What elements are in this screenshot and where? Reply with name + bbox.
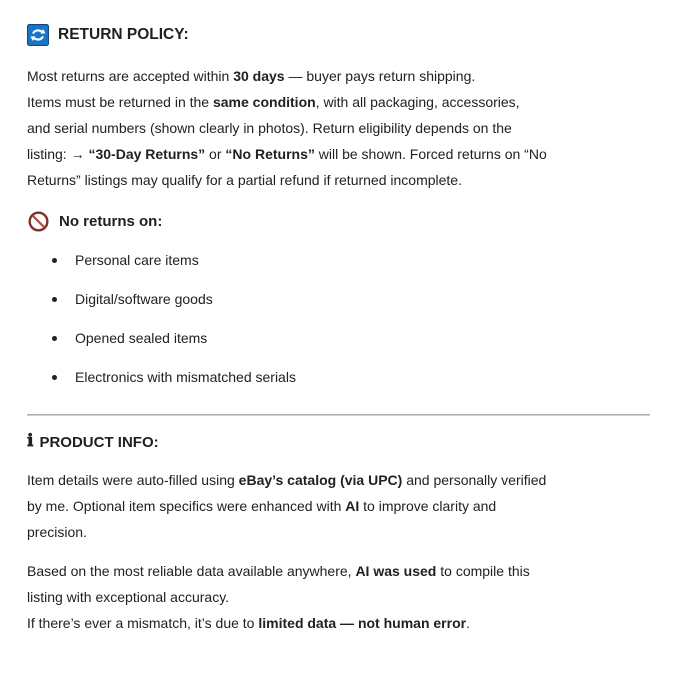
list-item-label: Electronics with mismatched serials bbox=[75, 369, 296, 385]
text-line bbox=[27, 89, 650, 115]
text-segment: and personally verified bbox=[402, 472, 547, 488]
text-line bbox=[27, 141, 650, 167]
list-item-label: Digital/software goods bbox=[75, 291, 213, 307]
no-returns-list bbox=[27, 247, 650, 390]
text-segment: listing with exceptional accuracy. bbox=[27, 589, 230, 605]
text-segment: , with all packaging, accessories, bbox=[315, 94, 520, 110]
text-segment: precision. bbox=[27, 524, 87, 540]
text-segment: Based on the most reliable data available anywhere, bbox=[27, 563, 356, 579]
bold-text: “30-Day Returns” bbox=[88, 146, 206, 162]
text-segment: Item details were auto-filled using bbox=[27, 472, 239, 488]
text-segment: or bbox=[205, 146, 226, 162]
list-item-label: Opened sealed items bbox=[75, 330, 208, 346]
return-policy-heading bbox=[27, 24, 650, 46]
product-info-paragraph-2 bbox=[27, 558, 650, 636]
return-policy-title: RETURN POLICY: bbox=[58, 26, 189, 43]
return-policy-paragraph bbox=[27, 63, 650, 193]
bold-text: same condition bbox=[212, 94, 316, 110]
no-returns-heading bbox=[27, 210, 650, 233]
text-segment: to compile this bbox=[436, 563, 530, 579]
text-segment: by me. Optional item specifics were enhanced with bbox=[27, 498, 346, 514]
list-item-label: Personal care items bbox=[75, 252, 199, 268]
text-line bbox=[27, 115, 650, 141]
text-segment: Most returns are accepted within bbox=[27, 68, 234, 84]
text-segment: Items must be returned in the bbox=[27, 94, 213, 110]
section-divider bbox=[27, 414, 650, 416]
list-item bbox=[27, 325, 650, 351]
text-line bbox=[27, 63, 650, 89]
product-info-paragraph-1 bbox=[27, 467, 650, 545]
product-info-heading bbox=[27, 431, 650, 451]
text-segment: listing: → bbox=[27, 146, 89, 162]
bold-text: eBay’s catalog (via UPC) bbox=[238, 472, 403, 488]
text-segment: and serial numbers (shown clearly in photos). Return eligibility depends on the bbox=[27, 120, 512, 136]
text-line bbox=[27, 167, 650, 193]
text-line bbox=[27, 467, 650, 493]
info-icon: ℹ bbox=[27, 431, 34, 451]
bold-text: AI was used bbox=[355, 563, 437, 579]
text-segment: to improve clarity and bbox=[359, 498, 497, 514]
product-info-title: PRODUCT INFO: bbox=[39, 434, 159, 451]
text-segment: . bbox=[466, 615, 470, 631]
list-item bbox=[27, 247, 650, 273]
text-segment: If there’s ever a mismatch, it’s due to bbox=[27, 615, 259, 631]
text-segment: Returns” listings may qualify for a partial refund if returned incomplete. bbox=[27, 172, 462, 188]
sync-arrows-icon bbox=[27, 24, 49, 46]
text-line bbox=[27, 493, 650, 519]
listing-description-document bbox=[27, 24, 650, 636]
text-line bbox=[27, 610, 650, 636]
text-segment: will be shown. Forced returns on “No bbox=[314, 146, 547, 162]
list-item bbox=[27, 364, 650, 390]
text-segment: — buyer pays return shipping. bbox=[284, 68, 476, 84]
bold-text: limited data — not human error bbox=[258, 615, 467, 631]
list-item bbox=[27, 286, 650, 312]
no-entry-icon bbox=[27, 210, 50, 233]
text-line bbox=[27, 584, 650, 610]
text-line bbox=[27, 519, 650, 545]
no-returns-title: No returns on: bbox=[59, 213, 163, 230]
text-line bbox=[27, 558, 650, 584]
bold-text: AI bbox=[345, 498, 360, 514]
bold-text: “No Returns” bbox=[225, 146, 315, 162]
bold-text: 30 days bbox=[233, 68, 285, 84]
